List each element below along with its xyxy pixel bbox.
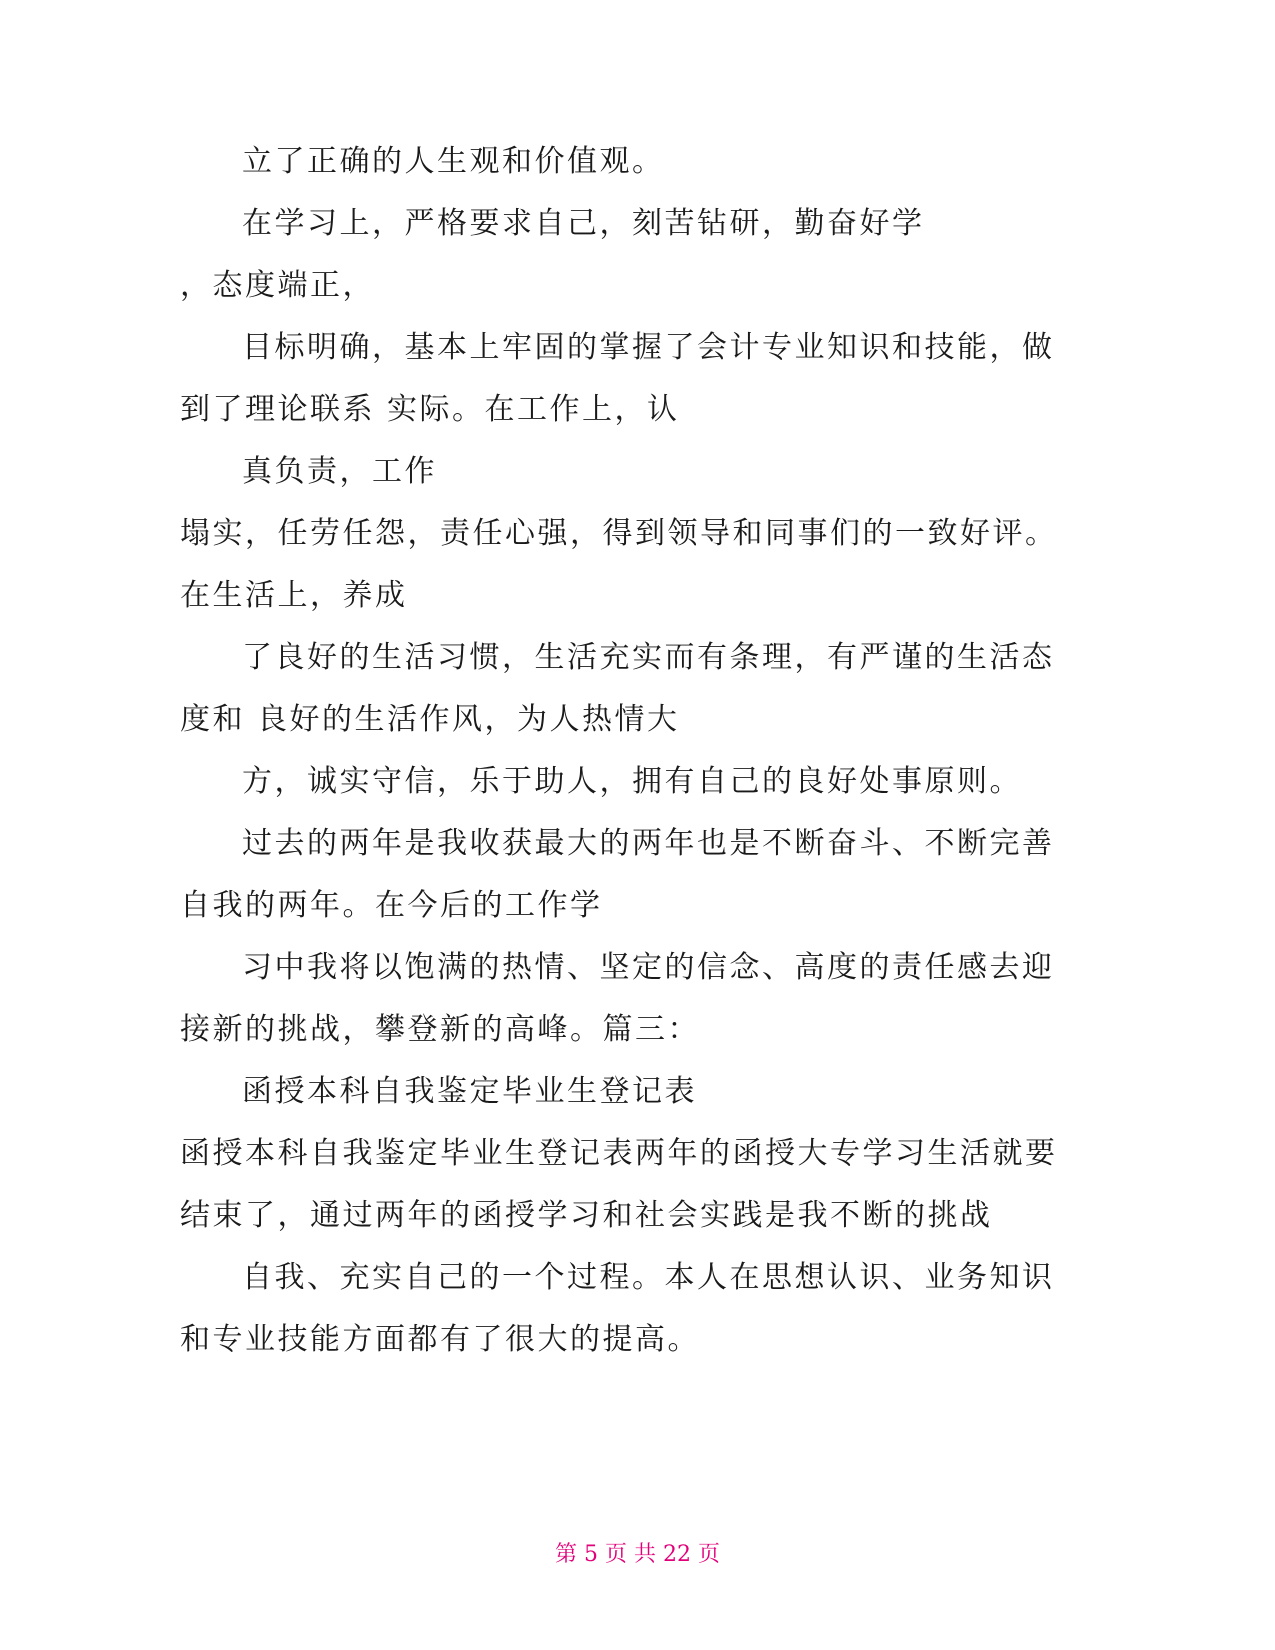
- text-line: 真负责，工作: [242, 454, 437, 489]
- text-line: 自我、充实自己的一个过程。本人在思想认识、业务知识: [242, 1260, 1055, 1295]
- text-line: 度和 良好的生活作风，为人热情大: [180, 702, 680, 737]
- text-line: 习中我将以饱满的热情、坚定的信念、高度的责任感去迎: [242, 950, 1055, 985]
- text-line: 在学习上，严格要求自己，刻苦钻研，勤奋好学: [242, 206, 925, 241]
- text-line: 接新的挑战，攀登新的高峰。篇三：: [180, 1012, 700, 1047]
- text-line: 塌实，任劳任怨，责任心强，得到领导和同事们的一致好评。: [180, 516, 1058, 551]
- text-line: 到了理论联系 实际。在工作上，认: [180, 392, 680, 427]
- text-line: 目标明确，基本上牢固的掌握了会计专业知识和技能，做: [242, 330, 1055, 365]
- text-line: 在生活上，养成: [180, 578, 408, 613]
- text-line: 了良好的生活习惯，生活充实而有条理，有严谨的生活态: [242, 640, 1055, 675]
- text-line: 过去的两年是我收获最大的两年也是不断奋斗、不断完善: [242, 826, 1055, 861]
- text-line: 结束了，通过两年的函授学习和社会实践是我不断的挑战: [180, 1198, 993, 1233]
- text-line: ，态度端正，: [180, 268, 375, 303]
- text-line: 函授本科自我鉴定毕业生登记表: [242, 1074, 697, 1109]
- text-line: 自我的两年。在今后的工作学: [180, 888, 603, 923]
- text-line: 函授本科自我鉴定毕业生登记表两年的函授大专学习生活就要: [180, 1136, 1058, 1171]
- text-line: 和专业技能方面都有了很大的提高。: [180, 1322, 700, 1357]
- text-line: 立了正确的人生观和价值观。: [242, 144, 665, 179]
- page-number-footer: 第 5 页 共 22 页: [555, 1542, 720, 1567]
- text-line: 方，诚实守信，乐于助人，拥有自己的良好处事原则。: [242, 764, 1022, 799]
